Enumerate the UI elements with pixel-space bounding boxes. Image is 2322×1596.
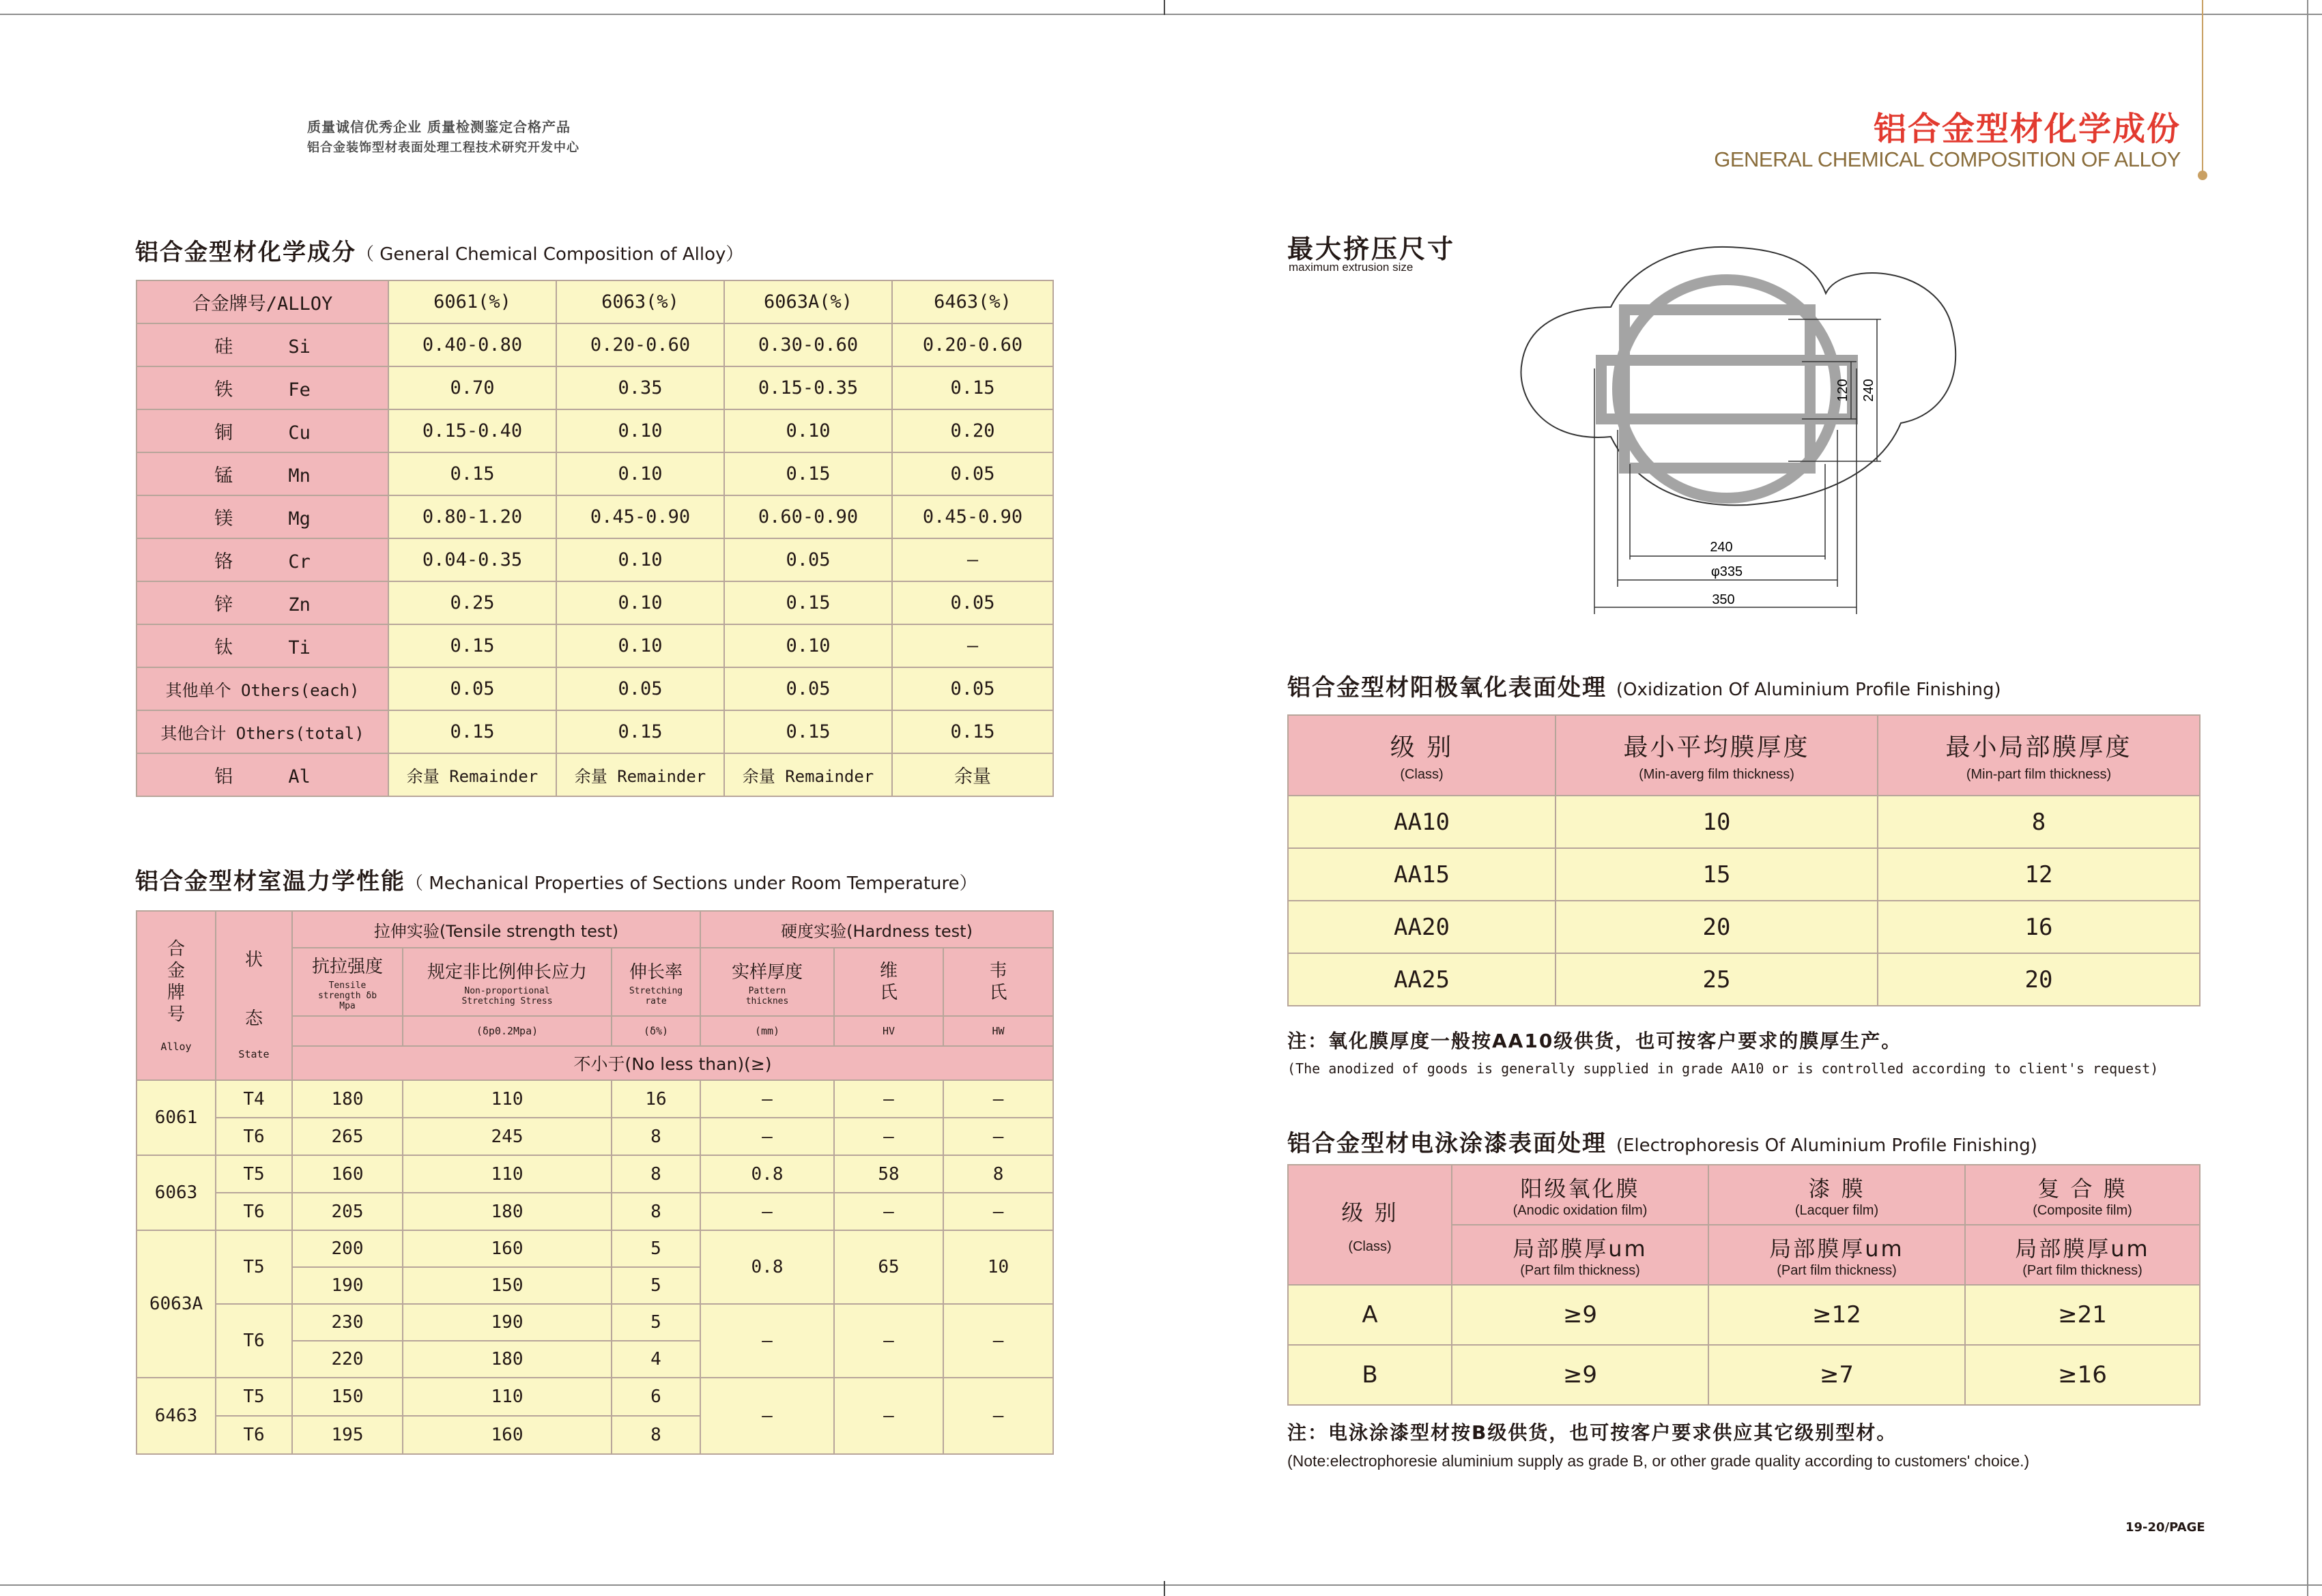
hv-cell: 58 bbox=[834, 1155, 943, 1193]
table-row bbox=[137, 1080, 1053, 1118]
table-row bbox=[1288, 953, 2200, 1006]
value-cell: 0.05 bbox=[724, 667, 892, 710]
dim-240-v: 240 bbox=[1861, 379, 1876, 402]
value-cell: 0.10 bbox=[556, 452, 724, 495]
right-border bbox=[2307, 0, 2308, 1596]
value-cell: 0.15 bbox=[892, 366, 1053, 409]
np-cell: 110 bbox=[403, 1155, 612, 1193]
value-cell: 0.15 bbox=[388, 710, 556, 753]
el-cell: 8 bbox=[612, 1416, 700, 1454]
anod-avg-cell: 25 bbox=[1556, 953, 1878, 1006]
electro-col-en: (Anodic oxidation film) bbox=[1513, 1202, 1648, 1218]
electro-sub-en: (Part film thickness) bbox=[1520, 1262, 1640, 1278]
el-cell: 8 bbox=[612, 1155, 700, 1193]
anod-part-cell: 8 bbox=[1878, 796, 2200, 848]
element-cell bbox=[137, 753, 388, 796]
hv-cell: – bbox=[834, 1304, 943, 1378]
element-cn: 硅 bbox=[214, 336, 233, 358]
value-cell: 0.15 bbox=[724, 710, 892, 753]
table-row bbox=[137, 495, 1053, 538]
el-en: Stretching rate bbox=[629, 985, 683, 1006]
element-symbol: Si bbox=[288, 336, 311, 358]
state-cell: T6 bbox=[216, 1416, 292, 1454]
anod-part-cell: 20 bbox=[1878, 953, 2200, 1006]
np-cell: 180 bbox=[403, 1193, 612, 1230]
element-symbol: Al bbox=[288, 766, 311, 787]
value-cell: 0.05 bbox=[892, 667, 1053, 710]
electro-sub-composite bbox=[1965, 1225, 2200, 1285]
anod-header-part bbox=[1878, 715, 2200, 796]
value-cell: 余量 Remainder bbox=[724, 753, 892, 796]
value-cell: 0.20 bbox=[892, 409, 1053, 452]
element-cn: 其他单个 bbox=[165, 681, 231, 700]
alloy-header bbox=[137, 911, 216, 1080]
value-cell: 0.05 bbox=[388, 667, 556, 710]
value-cell: 余量 bbox=[892, 753, 1053, 796]
nonprop-header bbox=[403, 948, 612, 1016]
table-row bbox=[137, 1118, 1053, 1155]
chem-table bbox=[136, 280, 1054, 797]
element-cn: 锰 bbox=[214, 465, 233, 487]
mech-title-en: （ Mechanical Properties of Sections under Room Temperature） bbox=[405, 873, 977, 894]
elongation-header bbox=[612, 948, 700, 1016]
element-cell bbox=[137, 495, 388, 538]
value-cell: 余量 Remainder bbox=[556, 753, 724, 796]
value-cell: 0.30-0.60 bbox=[724, 323, 892, 366]
state-cell: T5 bbox=[216, 1155, 292, 1193]
tensile-strength-header bbox=[292, 948, 403, 1016]
header-accent-dot bbox=[2198, 171, 2207, 180]
ts-cell: 220 bbox=[292, 1341, 403, 1378]
value-cell: 0.15 bbox=[724, 581, 892, 624]
value-cell: 余量 Remainder bbox=[388, 753, 556, 796]
electro-sub-lacquer bbox=[1708, 1225, 1965, 1285]
not-less-header: 不小于(No less than)(≥) bbox=[292, 1046, 1053, 1080]
ts-cell: 195 bbox=[292, 1416, 403, 1454]
ts-cell: 265 bbox=[292, 1118, 403, 1155]
hv-cell: – bbox=[834, 1378, 943, 1454]
pt-cell: – bbox=[700, 1118, 834, 1155]
element-symbol: Others(total) bbox=[235, 724, 364, 743]
state-cell: T6 bbox=[216, 1193, 292, 1230]
table-row bbox=[137, 366, 1053, 409]
anod-avg-cell: 20 bbox=[1556, 901, 1878, 953]
hw-cell: 8 bbox=[943, 1155, 1053, 1193]
tensile-header: 拉伸实验(Tensile strength test) bbox=[292, 911, 700, 948]
electro-col-en: (Lacquer film) bbox=[1794, 1202, 1879, 1218]
hw-cell: – bbox=[943, 1080, 1053, 1118]
pattern-header bbox=[700, 948, 834, 1016]
element-cell bbox=[137, 710, 388, 753]
extrusion-title-cn: 最大挤压尺寸 bbox=[1287, 234, 1456, 264]
el-cell: 8 bbox=[612, 1118, 700, 1155]
electro-section-title bbox=[1287, 1125, 2037, 1158]
mech-section-title bbox=[135, 862, 977, 896]
electro-class-cell: B bbox=[1288, 1345, 1452, 1405]
anod-header-avg bbox=[1556, 715, 1878, 796]
table-row bbox=[137, 409, 1053, 452]
header-tag-1: 质量诚信优秀企业 质量检测鉴定合格产品 bbox=[307, 119, 571, 135]
electro-sub-cn: 局部膜厚um bbox=[2015, 1235, 2150, 1262]
anod-class-cell: AA20 bbox=[1288, 901, 1556, 953]
element-symbol: Zn bbox=[288, 594, 311, 615]
element-cell bbox=[137, 667, 388, 710]
anod-header-cn: 最小局部膜厚度 bbox=[1945, 734, 2132, 761]
dim-240-h: 240 bbox=[1710, 540, 1733, 555]
element-cell bbox=[137, 366, 388, 409]
hw-header bbox=[943, 948, 1053, 1016]
state-cell: T5 bbox=[216, 1230, 292, 1304]
table-row bbox=[137, 538, 1053, 581]
el-cell: 8 bbox=[612, 1193, 700, 1230]
np-cell: 150 bbox=[403, 1267, 612, 1304]
hv-cell: – bbox=[834, 1118, 943, 1155]
header-tag-2: 铝合金装饰型材表面处理工程技术研究开发中心 bbox=[307, 141, 579, 155]
ts-cn: 抗拉强度 bbox=[311, 957, 383, 977]
element-cn: 其他合计 bbox=[160, 724, 227, 743]
table-row bbox=[1288, 796, 2200, 848]
square-240 bbox=[1624, 310, 1810, 468]
value-cell: 0.10 bbox=[556, 409, 724, 452]
value-cell: 0.10 bbox=[724, 409, 892, 452]
value-cell: 0.25 bbox=[388, 581, 556, 624]
np-unit: (δp0.2Mpa) bbox=[403, 1016, 612, 1046]
el-cell: 16 bbox=[612, 1080, 700, 1118]
electro-class-cell: A bbox=[1288, 1285, 1452, 1345]
ts-cell: 200 bbox=[292, 1230, 403, 1267]
np-cn: 规定非比例伸长应力 bbox=[427, 961, 587, 983]
element-symbol: Cr bbox=[288, 551, 311, 572]
element-cn: 钛 bbox=[214, 637, 233, 658]
electro-col-cn: 复 合 膜 bbox=[2037, 1175, 2127, 1202]
anod-header-class bbox=[1288, 715, 1556, 796]
crop-mark bbox=[1164, 0, 1165, 15]
state-cell: T6 bbox=[216, 1304, 292, 1378]
np-cell: 190 bbox=[403, 1304, 612, 1341]
hv-cell: – bbox=[834, 1080, 943, 1118]
alloy-header-cn: 合金牌号 bbox=[167, 939, 185, 1025]
anod-note-en: (The anodized of goods is generally supplied in grade AA10 or is controlled according to client's request) bbox=[1287, 1060, 2159, 1077]
electro-note-en: (Note:electrophoresie aluminium supply as grade B, or other grade quality according to customers' choice.) bbox=[1287, 1452, 2030, 1470]
ts-cell: 190 bbox=[292, 1267, 403, 1304]
element-symbol: Mn bbox=[288, 465, 311, 487]
value-cell: 0.60-0.90 bbox=[724, 495, 892, 538]
hardness-header: 硬度实验(Hardness test) bbox=[700, 911, 1053, 948]
electro-col-en: (Composite film) bbox=[2033, 1202, 2132, 1218]
extrusion-title-en: maximum extrusion size bbox=[1289, 261, 1414, 274]
el-cell: 5 bbox=[612, 1230, 700, 1267]
ts-cell: 230 bbox=[292, 1304, 403, 1341]
electro-sub-en: (Part film thickness) bbox=[1777, 1262, 1897, 1278]
value-cell: 0.10 bbox=[556, 581, 724, 624]
element-cell bbox=[137, 409, 388, 452]
pt-unit: (mm) bbox=[700, 1016, 834, 1046]
electro-col-composite bbox=[1965, 1165, 2200, 1225]
value-cell: 0.15 bbox=[892, 710, 1053, 753]
value-cell: 0.40-0.80 bbox=[388, 323, 556, 366]
pt-cell: 0.8 bbox=[700, 1230, 834, 1304]
ts-cell: 160 bbox=[292, 1155, 403, 1193]
el-cell: 5 bbox=[612, 1304, 700, 1341]
table-row bbox=[137, 753, 1053, 796]
header-title-en: GENERAL CHEMICAL COMPOSITION OF ALLOY bbox=[1714, 147, 2181, 171]
ts-cell: 180 bbox=[292, 1080, 403, 1118]
table-row bbox=[137, 710, 1053, 753]
electro-value-cell: ≥16 bbox=[1965, 1345, 2200, 1405]
pt-en: Pattern thicknes bbox=[745, 985, 789, 1006]
pt-cell: – bbox=[700, 1304, 834, 1378]
ts-cell: 205 bbox=[292, 1193, 403, 1230]
element-symbol: Ti bbox=[288, 637, 311, 658]
anod-header-cn: 最小平均膜厚度 bbox=[1623, 734, 1810, 761]
value-cell: 0.15-0.35 bbox=[724, 366, 892, 409]
chem-title-en: （ General Chemical Composition of Alloy） bbox=[356, 244, 744, 265]
anod-avg-cell: 15 bbox=[1556, 848, 1878, 901]
value-cell: 0.10 bbox=[556, 538, 724, 581]
value-cell: 0.05 bbox=[556, 667, 724, 710]
value-cell: 0.70 bbox=[388, 366, 556, 409]
np-cell: 110 bbox=[403, 1378, 612, 1416]
electro-class-en: (Class) bbox=[1348, 1238, 1392, 1254]
electro-col-cn: 阳级氧化膜 bbox=[1520, 1175, 1640, 1202]
hv-header bbox=[834, 948, 943, 1016]
header-accent-line bbox=[2202, 0, 2203, 175]
table-row bbox=[137, 1155, 1053, 1193]
electro-table bbox=[1287, 1164, 2201, 1406]
top-border bbox=[0, 14, 2322, 15]
hw-cn: 韦氏 bbox=[989, 961, 1007, 1003]
chem-header: 6463(%) bbox=[892, 280, 1053, 323]
electro-title-en: (Electrophoresis Of Aluminium Profile Finishing) bbox=[1616, 1135, 2037, 1156]
electro-sub-cn: 局部膜厚um bbox=[1769, 1235, 1904, 1262]
chem-header-row bbox=[137, 280, 1053, 323]
table-row bbox=[1288, 1285, 2200, 1345]
element-cell bbox=[137, 323, 388, 366]
state-cell: T5 bbox=[216, 1378, 292, 1416]
np-en: Non-proportional Stretching Stress bbox=[461, 985, 553, 1006]
element-cn: 锌 bbox=[214, 594, 233, 615]
np-cell: 110 bbox=[403, 1080, 612, 1118]
value-cell: 0.10 bbox=[724, 624, 892, 667]
ts-en: Tensile strength δb Mpa bbox=[317, 981, 377, 1011]
element-cell bbox=[137, 581, 388, 624]
anod-header-en: (Min-part film thickness) bbox=[1966, 767, 2112, 782]
element-symbol: Mg bbox=[288, 508, 311, 529]
dim-120: 120 bbox=[1835, 379, 1850, 402]
mech-title-cn: 铝合金型材室温力学性能 bbox=[135, 868, 405, 895]
electro-value-cell: ≥12 bbox=[1708, 1285, 1965, 1345]
anod-header-cn: 级 别 bbox=[1390, 734, 1454, 761]
alloy-header-en: Alloy bbox=[160, 1041, 192, 1053]
hv-cn: 维氏 bbox=[879, 961, 898, 1003]
table-row bbox=[137, 1304, 1053, 1341]
mech-table bbox=[136, 910, 1054, 1455]
header-title-cn: 铝合金型材化学成份 bbox=[1873, 110, 2181, 148]
electro-class-cn: 级 别 bbox=[1341, 1199, 1399, 1225]
element-cn: 镁 bbox=[214, 508, 233, 529]
chem-header: 合金牌号/ALLOY bbox=[137, 280, 388, 323]
anod-class-cell: AA10 bbox=[1288, 796, 1556, 848]
anod-title-en: (Oxidization Of Aluminium Profile Finishing) bbox=[1616, 680, 2001, 700]
chem-header: 6061(%) bbox=[388, 280, 556, 323]
value-cell: 0.35 bbox=[556, 366, 724, 409]
table-row bbox=[1288, 848, 2200, 901]
pt-cell: – bbox=[700, 1193, 834, 1230]
chem-section-title bbox=[135, 233, 743, 267]
hw-cell: – bbox=[943, 1378, 1053, 1454]
alloy-cell: 6061 bbox=[137, 1080, 216, 1155]
anod-part-cell: 12 bbox=[1878, 848, 2200, 901]
element-cell bbox=[137, 452, 388, 495]
value-cell: 0.20-0.60 bbox=[892, 323, 1053, 366]
chem-title-cn: 铝合金型材化学成分 bbox=[135, 239, 356, 266]
value-cell: 0.04-0.35 bbox=[388, 538, 556, 581]
anod-section-title bbox=[1287, 669, 2001, 702]
value-cell: 0.80-1.20 bbox=[388, 495, 556, 538]
value-cell: – bbox=[892, 624, 1053, 667]
electro-sub-cn: 局部膜厚um bbox=[1513, 1235, 1648, 1262]
anod-avg-cell: 10 bbox=[1556, 796, 1878, 848]
value-cell: 0.05 bbox=[892, 581, 1053, 624]
pt-cn: 实样厚度 bbox=[731, 961, 803, 983]
element-symbol: Fe bbox=[288, 379, 311, 401]
table-row bbox=[137, 581, 1053, 624]
anod-header-en: (Class) bbox=[1400, 767, 1444, 782]
table-row bbox=[137, 1378, 1053, 1416]
electro-col-cn: 漆 膜 bbox=[1808, 1175, 1865, 1202]
value-cell: 0.20-0.60 bbox=[556, 323, 724, 366]
table-row bbox=[137, 624, 1053, 667]
electro-value-cell: ≥7 bbox=[1708, 1345, 1965, 1405]
table-row bbox=[1288, 901, 2200, 953]
table-row bbox=[137, 667, 1053, 710]
hw-cell: 10 bbox=[943, 1230, 1053, 1304]
dim-335: φ335 bbox=[1710, 564, 1743, 579]
electro-value-cell: ≥9 bbox=[1452, 1345, 1708, 1405]
np-cell: 160 bbox=[403, 1416, 612, 1454]
value-cell: – bbox=[892, 538, 1053, 581]
value-cell: 0.05 bbox=[892, 452, 1053, 495]
element-symbol: Others(each) bbox=[241, 681, 360, 700]
value-cell: 0.45-0.90 bbox=[556, 495, 724, 538]
el-cell: 4 bbox=[612, 1341, 700, 1378]
pt-cell: 0.8 bbox=[700, 1155, 834, 1193]
electro-col-lacquer bbox=[1708, 1165, 1965, 1225]
value-cell: 0.15 bbox=[556, 710, 724, 753]
bottom-border bbox=[0, 1584, 2322, 1586]
el-cn: 伸长率 bbox=[629, 961, 683, 983]
value-cell: 0.10 bbox=[556, 624, 724, 667]
anod-part-cell: 16 bbox=[1878, 901, 2200, 953]
electro-header-class bbox=[1288, 1165, 1452, 1285]
element-cn: 铁 bbox=[214, 379, 233, 401]
state-cell: T6 bbox=[216, 1118, 292, 1155]
value-cell: 0.15 bbox=[724, 452, 892, 495]
pt-cell: – bbox=[700, 1080, 834, 1118]
electro-value-cell: ≥21 bbox=[1965, 1285, 2200, 1345]
value-cell: 0.15 bbox=[388, 452, 556, 495]
table-row bbox=[137, 1230, 1053, 1267]
value-cell: 0.05 bbox=[724, 538, 892, 581]
electro-title-cn: 铝合金型材电泳涂漆表面处理 bbox=[1287, 1130, 1607, 1157]
anod-class-cell: AA15 bbox=[1288, 848, 1556, 901]
np-cell: 245 bbox=[403, 1118, 612, 1155]
dim-350: 350 bbox=[1712, 592, 1735, 607]
crop-mark bbox=[1164, 1581, 1165, 1596]
ts-unit bbox=[292, 1016, 403, 1046]
hv-cell: – bbox=[834, 1193, 943, 1230]
element-cell bbox=[137, 624, 388, 667]
state-header-cn: 状态 bbox=[244, 950, 263, 1029]
electro-value-cell: ≥9 bbox=[1452, 1285, 1708, 1345]
extrusion-diagram bbox=[1502, 239, 2020, 621]
value-cell: 0.15 bbox=[388, 624, 556, 667]
np-cell: 160 bbox=[403, 1230, 612, 1267]
electro-note-cn: 注：电泳涂漆型材按B级供货，也可按客户要求供应其它级别型材。 bbox=[1287, 1421, 1897, 1444]
table-row bbox=[137, 452, 1053, 495]
el-cell: 5 bbox=[612, 1267, 700, 1304]
alloy-cell: 6063 bbox=[137, 1155, 216, 1230]
hw-cell: – bbox=[943, 1304, 1053, 1378]
el-cell: 6 bbox=[612, 1378, 700, 1416]
ts-cell: 150 bbox=[292, 1378, 403, 1416]
element-cn: 铬 bbox=[214, 551, 233, 572]
alloy-cell: 6063A bbox=[137, 1230, 216, 1378]
anod-header-en: (Min-averg film thickness) bbox=[1639, 767, 1794, 782]
hv-cell: 65 bbox=[834, 1230, 943, 1304]
state-header bbox=[216, 911, 292, 1080]
alloy-cell: 6463 bbox=[137, 1378, 216, 1454]
table-row bbox=[1288, 1345, 2200, 1405]
np-cell: 180 bbox=[403, 1341, 612, 1378]
table-row bbox=[137, 1193, 1053, 1230]
value-cell: 0.45-0.90 bbox=[892, 495, 1053, 538]
anod-class-cell: AA25 bbox=[1288, 953, 1556, 1006]
hw-unit: HW bbox=[943, 1016, 1053, 1046]
hv-unit: HV bbox=[834, 1016, 943, 1046]
hw-cell: – bbox=[943, 1193, 1053, 1230]
anod-note-cn: 注：氧化膜厚度一般按AA10级供货，也可按客户要求的膜厚生产。 bbox=[1287, 1030, 1902, 1052]
element-cn: 铜 bbox=[214, 422, 233, 444]
state-header-en: State bbox=[238, 1048, 270, 1060]
chem-header: 6063A(%) bbox=[724, 280, 892, 323]
element-cn: 铝 bbox=[214, 766, 233, 787]
electro-sub-anodic bbox=[1452, 1225, 1708, 1285]
page-number: 19-20/PAGE bbox=[2125, 1520, 2205, 1535]
value-cell: 0.15-0.40 bbox=[388, 409, 556, 452]
el-unit: (δ%) bbox=[612, 1016, 700, 1046]
pt-cell: – bbox=[700, 1378, 834, 1454]
chem-header: 6063(%) bbox=[556, 280, 724, 323]
hw-cell: – bbox=[943, 1118, 1053, 1155]
anod-table bbox=[1287, 714, 2201, 1006]
table-row bbox=[137, 323, 1053, 366]
electro-sub-en: (Part film thickness) bbox=[2022, 1262, 2142, 1278]
electro-col-anodic bbox=[1452, 1165, 1708, 1225]
element-symbol: Cu bbox=[288, 422, 311, 444]
anod-title-cn: 铝合金型材阳极氧化表面处理 bbox=[1287, 674, 1607, 701]
element-cell bbox=[137, 538, 388, 581]
state-cell: T4 bbox=[216, 1080, 292, 1118]
